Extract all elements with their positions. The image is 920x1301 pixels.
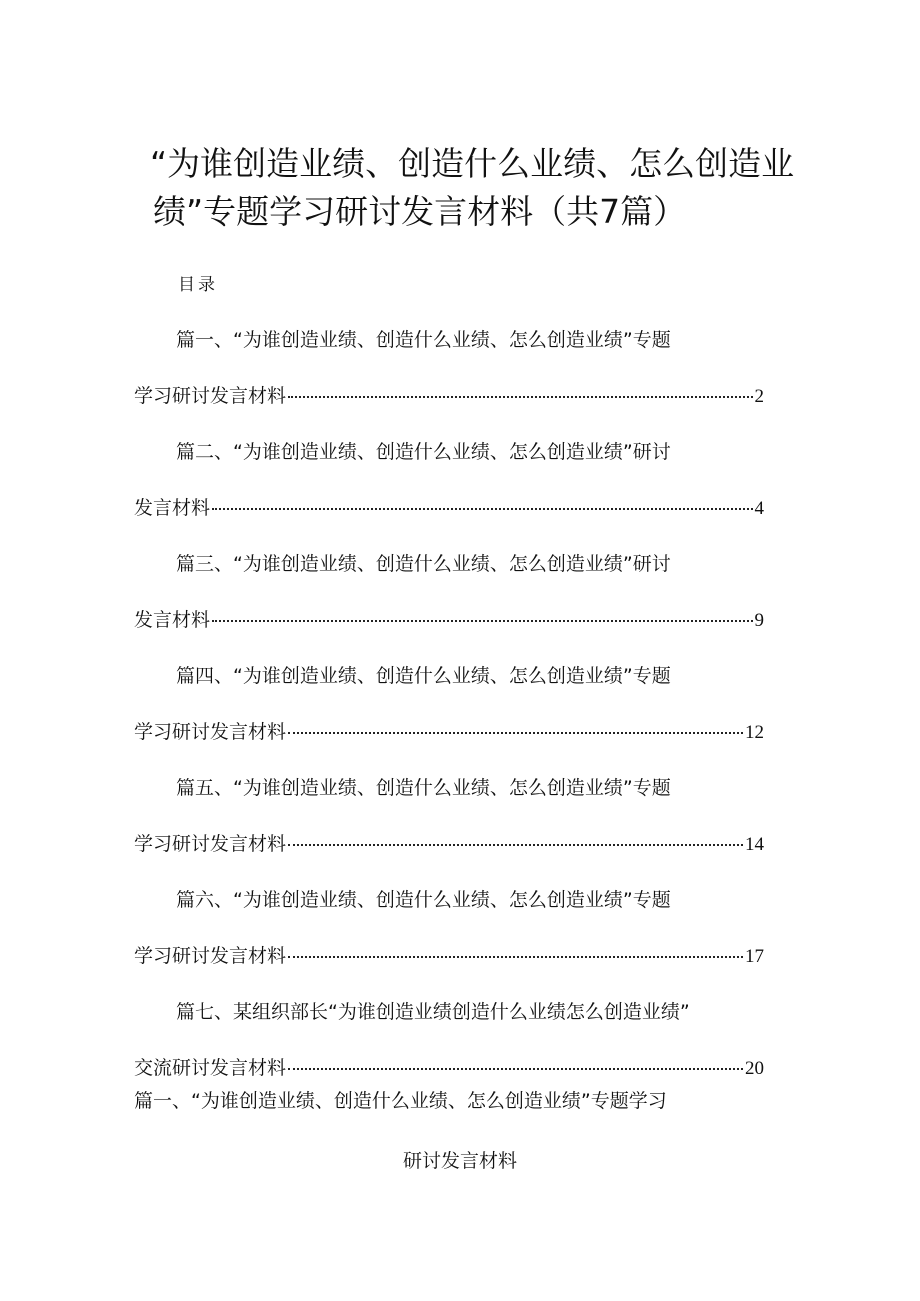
toc-dot-leader: [288, 844, 743, 846]
document-title: [150, 140, 810, 236]
toc-entry-title-line-2: [134, 1053, 764, 1080]
toc-entry-title-line-1: 篇一、“为谁创造业绩、创造什么业绩、怎么创造业绩”专题: [176, 329, 671, 351]
toc-entry-title-line-1: 篇六、“为谁创造业绩、创造什么业绩、怎么创造业绩”专题: [176, 889, 671, 911]
toc-entry-title-line-1: 篇五、“为谁创造业绩、创造什么业绩、怎么创造业绩”专题: [176, 777, 671, 799]
toc-dot-leader: [212, 508, 752, 510]
toc-page-number: 14: [745, 834, 764, 855]
toc-dot-leader: [212, 620, 752, 622]
toc-entry-title-line-1: 篇七、某组织部长“为谁创造业绩创造什么业绩怎么创造业绩”: [176, 1001, 690, 1023]
toc-entry-title-line-1: 篇三、“为谁创造业绩、创造什么业绩、怎么创造业绩”研讨: [176, 553, 671, 575]
toc-entry-title-line-2: [134, 381, 764, 408]
toc-entry-title-line-2: [134, 941, 764, 968]
toc-entry-title-text: 学习研讨发言材料: [134, 945, 287, 967]
toc-entry-title-text: 学习研讨发言材料: [134, 721, 287, 743]
toc-dot-leader: [288, 1068, 743, 1070]
toc-entry-title-text: 交流研讨发言材料: [134, 1057, 287, 1079]
toc-dot-leader: [288, 396, 752, 398]
toc-page-number: 20: [745, 1058, 764, 1079]
toc-entry-title-line-1: 篇二、“为谁创造业绩、创造什么业绩、怎么创造业绩”研讨: [176, 441, 671, 463]
document-title-line-2: 绩”专题学习研讨发言材料（共7篇）: [153, 192, 687, 231]
section-heading: 篇一、“为谁创造业绩、创造什么业绩、怎么创造业绩”专题学习: [134, 1090, 667, 1112]
toc-page-number: 4: [754, 498, 764, 519]
toc-entry-title-text: 发言材料: [134, 609, 211, 631]
toc-entry-title-line-2: [134, 717, 764, 744]
toc-page-number: 2: [754, 386, 764, 407]
document-title-line-1: “为谁创造业绩、创造什么业绩、怎么创造业: [150, 144, 795, 183]
toc-heading: 目录: [178, 275, 218, 295]
toc-entry-title-line-2: [134, 829, 764, 856]
toc-dot-leader: [288, 956, 743, 958]
toc-page-number: 17: [745, 946, 764, 967]
toc-entry-title-text: 学习研讨发言材料: [134, 833, 287, 855]
toc-entry-title-line-2: [134, 493, 764, 520]
section-subheading: 研讨发言材料: [402, 1150, 517, 1172]
toc-entry-title-text: 学习研讨发言材料: [134, 385, 287, 407]
toc-page-number: 9: [754, 610, 764, 631]
toc-entry-title-text: 发言材料: [134, 497, 211, 519]
toc-dot-leader: [288, 732, 743, 734]
toc-page-number: 12: [745, 722, 764, 743]
toc-entry-title-line-1: 篇四、“为谁创造业绩、创造什么业绩、怎么创造业绩”专题: [176, 665, 671, 687]
toc-entry-title-line-2: [134, 605, 764, 632]
